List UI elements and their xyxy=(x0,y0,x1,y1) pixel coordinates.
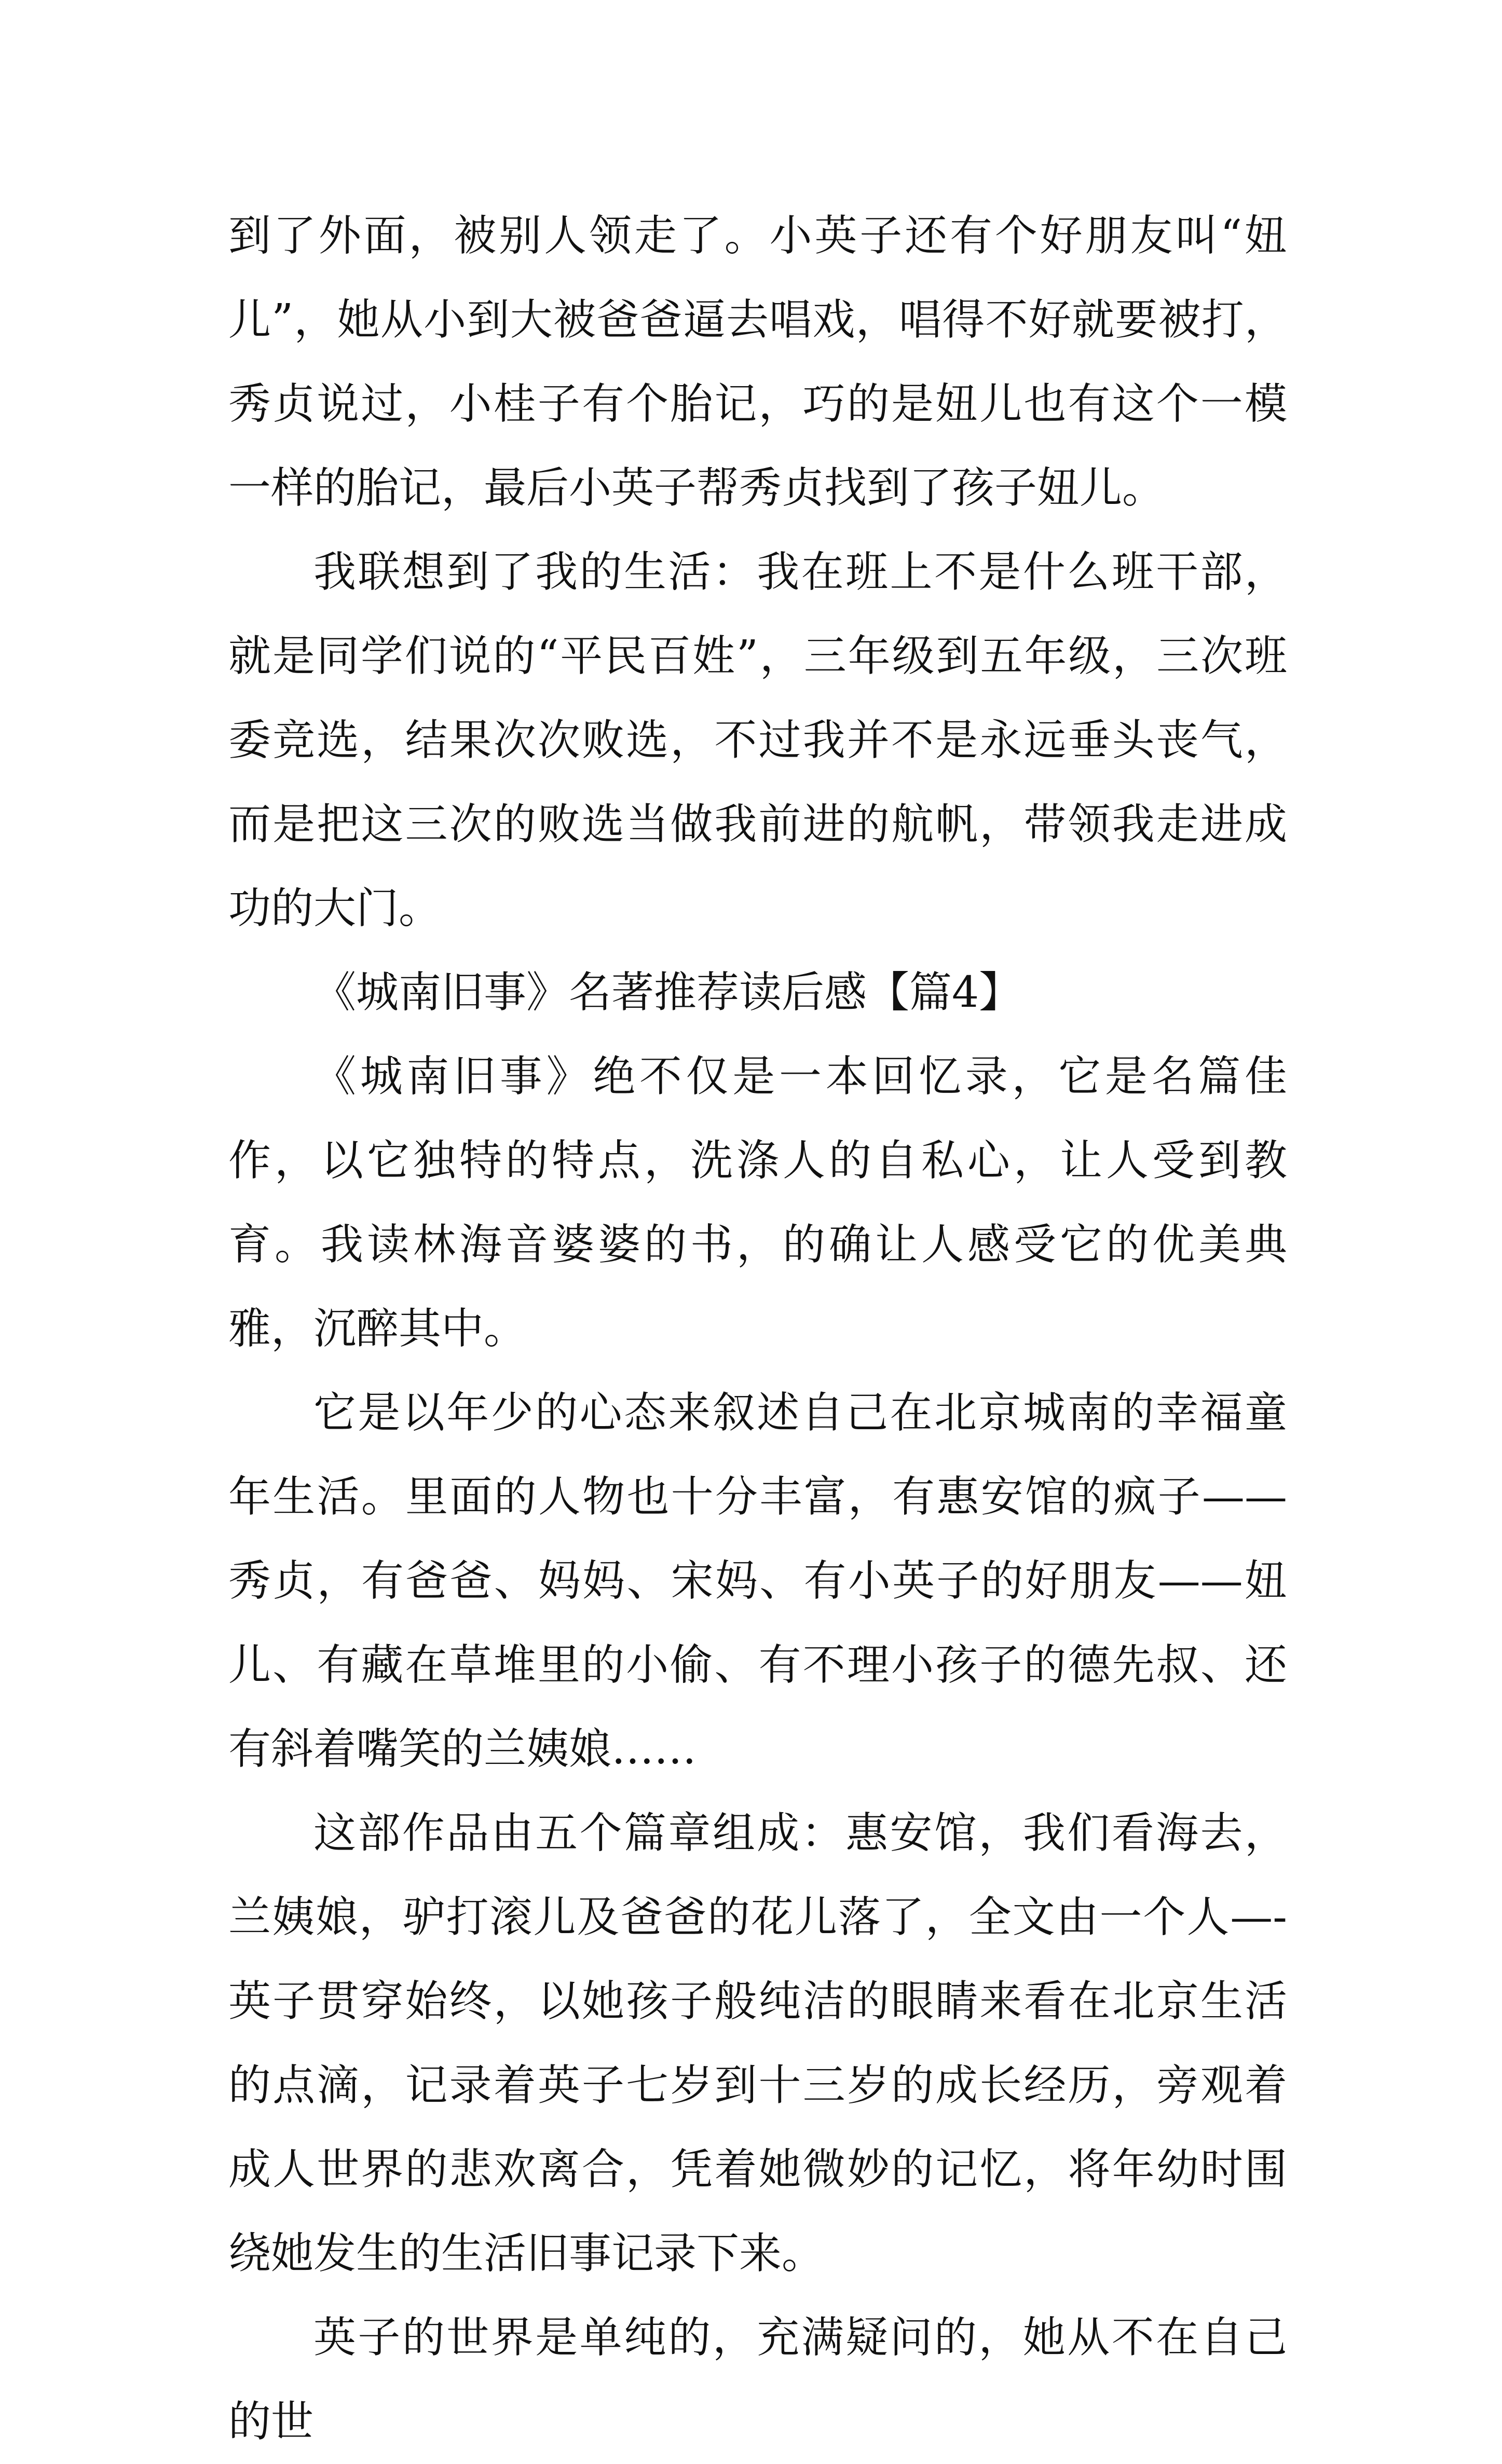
paragraph-6: 英子的世界是单纯的，充满疑问的，她从不在自己的世 xyxy=(228,2313,1287,2446)
paragraph-1: 到了外面，被别人领走了。小英子还有个好朋友叫“妞儿”，她从小到大被爸爸逼去唱戏，唱得不好就要被打，秀贞说过，小桂子有个胎记，巧的是妞儿也有这个一模一样的胎记，最后小英子帮秀贞找到了孩子妞儿。 xyxy=(228,211,1287,513)
paragraph-2: 我联想到了我的生活：我在班上不是什么班干部，就是同学们说的“平民百姓”，三年级到五年级，三次班委竞选，结果次次败选，不过我并不是永远垂头丧气，而是把这三次的败选当做我前进的航帆，带领我走进成功的大门。 xyxy=(228,547,1287,933)
section-heading: 《城南旧事》名著推荐读后感【篇4】 xyxy=(313,968,1022,1017)
paragraph-4: 它是以年少的心态来叙述自己在北京城南的幸福童年生活。里面的人物也十分丰富，有惠安馆的疯子——秀贞，有爸爸、妈妈、宋妈、有小英子的好朋友——妞儿、有藏在草堆里的小偷、有不理小孩子的德先叔、还有斜着嘴笑的兰姨娘…… xyxy=(228,1388,1287,1774)
document-body xyxy=(228,194,1287,2464)
paragraph-5: 这部作品由五个篇章组成：惠安馆，我们看海去，兰姨娘，驴打滚儿及爸爸的花儿落了，全文由一个人—-英子贯穿始终，以她孩子般纯洁的眼睛来看在北京生活的点滴，记录着英子七岁到十三岁的成长经历，旁观着成人世界的悲欢离合，凭着她微妙的记忆，将年幼时围绕她发生的生活旧事记录下来。 xyxy=(228,1809,1287,2278)
paragraph-3: 《城南旧事》绝不仅是一本回忆录，它是名篇佳作，以它独特的特点，洗涤人的自私心，让人受到教育。我读林海音婆婆的书，的确让人感受它的优美典雅，沉醉其中。 xyxy=(228,1052,1287,1353)
